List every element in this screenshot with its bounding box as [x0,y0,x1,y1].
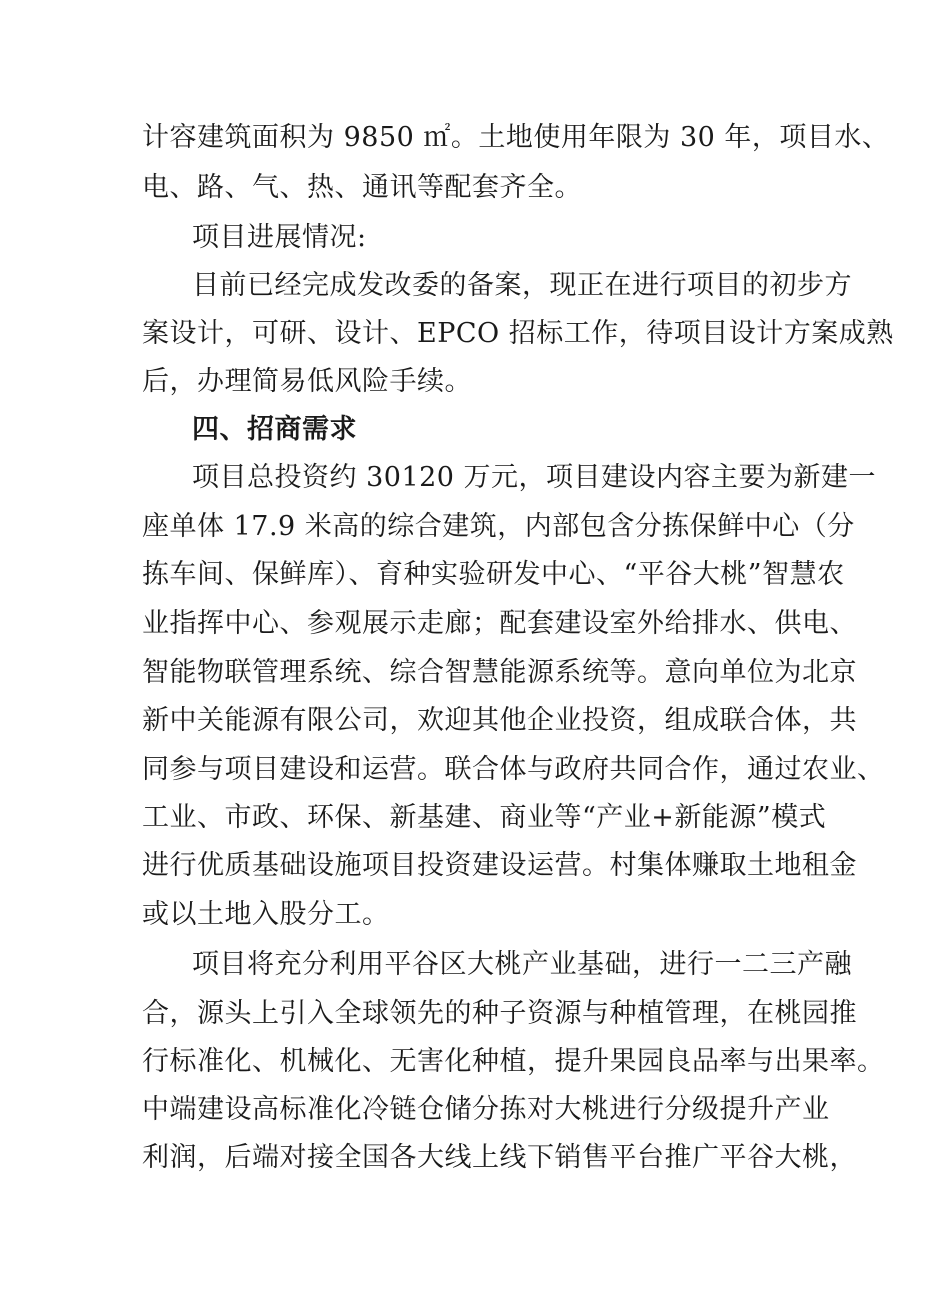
text-line: 中端建设高标准化冷链仓储分拣对大桃进行分级提升产业 [142,1094,830,1125]
text-line: 项目总投资约 30120 万元，项目建设内容主要为新建一 [192,462,877,493]
text-line: 后，办理简易低风险手续。 [142,366,472,397]
section-label: 项目进展情况: [192,222,367,253]
text-line: 目前已经完成发改委的备案，现正在进行项目的初步方 [192,270,852,301]
text-line: 项目将充分利用平谷区大桃产业基础，进行一二三产融 [192,949,852,980]
text-line: 业指挥中心、参观展示走廊；配套建设室外给排水、供电、 [142,608,857,639]
section-heading: 四、招商需求 [192,414,357,445]
text-line: 工业、市政、环保、新基建、商业等“产业+新能源”模式 [142,802,827,833]
text-line: 行标准化、机械化、无害化种植，提升果园良品率与出果率。 [142,1046,885,1077]
text-line: 计容建筑面积为 9850 ㎡。土地使用年限为 30 年，项目水、 [142,122,890,153]
text-line: 智能物联管理系统、综合智慧能源系统等。意向单位为北京 [142,657,857,688]
text-line: 进行优质基础设施项目投资建设运营。村集体赚取土地租金 [142,850,857,881]
text-line: 座单体 17.9 米高的综合建筑，内部包含分拣保鲜中心（分 [142,511,855,542]
text-line: 或以土地入股分工。 [142,899,390,930]
text-line: 合，源头上引入全球领先的种子资源与种植管理，在桃园推 [142,998,857,1029]
text-line: 案设计，可研、设计、EPCO 招标工作，待项目设计方案成熟 [142,318,894,349]
text-line: 利润，后端对接全国各大线上线下销售平台推广平谷大桃， [142,1142,857,1173]
text-line: 新中关能源有限公司，欢迎其他企业投资，组成联合体，共 [142,705,857,736]
text-line: 同参与项目建设和运营。联合体与政府共同合作，通过农业、 [142,754,885,785]
text-line: 拣车间、保鲜库）、育种实验研发中心、“平谷大桃”智慧农 [142,559,845,590]
text-line: 电、路、气、热、通讯等配套齐全。 [142,172,582,203]
